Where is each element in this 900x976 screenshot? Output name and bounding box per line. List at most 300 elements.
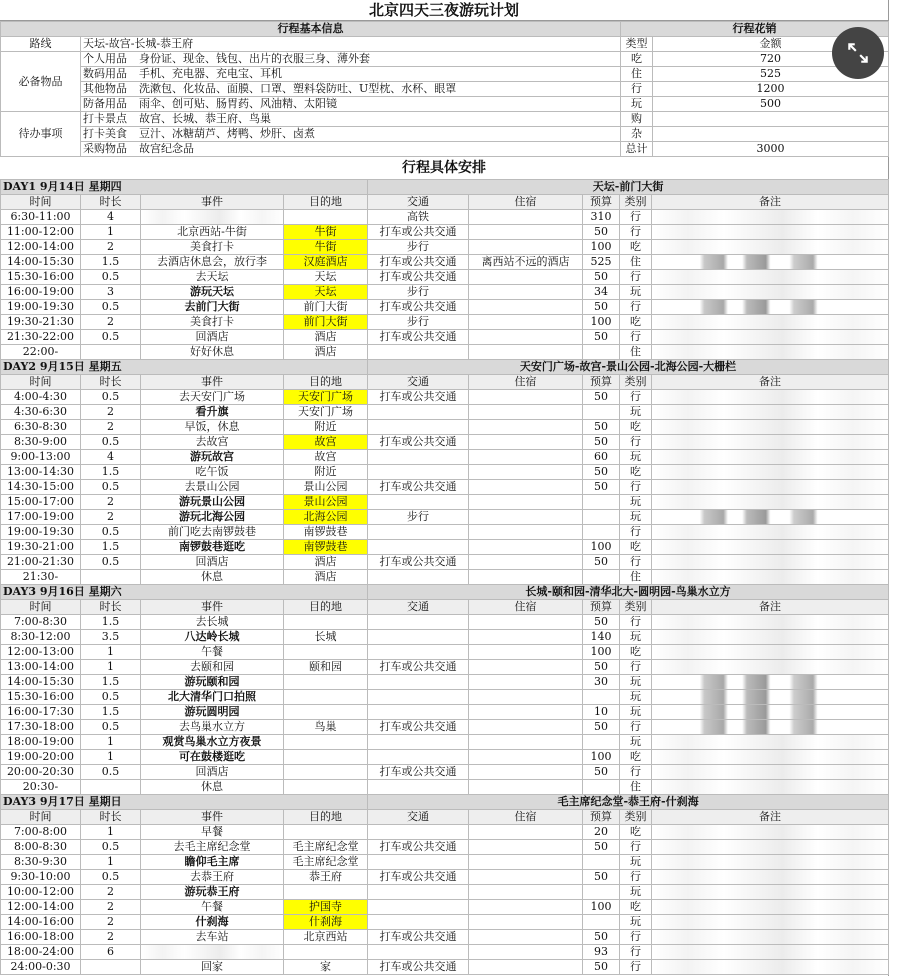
time-cell: 12:00-13:00 [1,645,81,660]
transport-cell [368,675,469,690]
destination-cell: 天安门广场 [284,390,368,405]
schedule-row [1,420,889,435]
day-header [1,360,889,375]
lodging-cell [469,270,583,285]
column-header: 类别 [620,810,652,825]
duration-cell [81,960,141,975]
event-cell: 游玩故宫 [141,450,284,465]
column-header: 时长 [81,195,141,210]
note-cell-redacted [652,825,889,840]
column-header: 时长 [81,375,141,390]
time-cell: 20:00-20:30 [1,765,81,780]
column-header: 目的地 [284,195,368,210]
schedule-row [1,225,889,240]
budget-cell: 50 [583,300,620,315]
time-cell: 9:00-13:00 [1,450,81,465]
note-cell-redacted [652,615,889,630]
duration-cell: 2 [81,315,141,330]
duration-cell: 1 [81,645,141,660]
duration-cell: 1.5 [81,675,141,690]
event-cell: 去前门大街 [141,300,284,315]
time-cell: 13:00-14:00 [1,660,81,675]
destination-cell: 附近 [284,420,368,435]
lodging-cell [469,900,583,915]
category-cell: 玩 [620,495,652,510]
lodging-cell [469,405,583,420]
note-cell-redacted [652,885,889,900]
schedule-row [1,210,889,225]
duration-cell: 3 [81,285,141,300]
transport-cell: 打车或公共交通 [368,225,469,240]
cost-amount: 3000 [653,142,889,157]
schedule-row [1,885,889,900]
column-header: 预算 [583,375,620,390]
destination-cell: 毛主席纪念堂 [284,855,368,870]
event-cell: 休息 [141,780,284,795]
destination-cell: 什刹海 [284,915,368,930]
day-route: 天安门广场-故宫-景山公园-北海公园-大栅栏 [368,360,889,375]
lodging-cell [469,435,583,450]
note-cell-redacted [652,525,889,540]
schedule-row [1,675,889,690]
column-header: 预算 [583,810,620,825]
destination-cell: 北海公园 [284,510,368,525]
schedule-row [1,285,889,300]
lodging-cell [469,930,583,945]
column-header: 预算 [583,195,620,210]
time-cell: 15:30-16:00 [1,270,81,285]
time-cell: 19:30-21:30 [1,315,81,330]
budget-cell: 50 [583,660,620,675]
budget-cell: 50 [583,555,620,570]
duration-cell: 0.5 [81,720,141,735]
duration-cell: 2 [81,240,141,255]
event-cell: 早餐 [141,825,284,840]
transport-cell [368,780,469,795]
cost-type: 总计 [621,142,653,157]
schedule-row [1,840,889,855]
duration-cell: 0.5 [81,390,141,405]
time-cell: 17:30-18:00 [1,720,81,735]
time-cell: 6:30-11:00 [1,210,81,225]
duration-cell: 1.5 [81,705,141,720]
info-category: 个人用品 [83,52,127,65]
lodging-cell [469,705,583,720]
time-cell: 19:30-21:00 [1,540,81,555]
category-cell: 行 [620,870,652,885]
lodging-cell [469,765,583,780]
duration-cell: 1.5 [81,615,141,630]
budget-cell [583,525,620,540]
note-cell-redacted [652,210,889,225]
transport-cell: 打车或公共交通 [368,765,469,780]
event-cell: 美食打卡 [141,240,284,255]
time-cell: 4:30-6:30 [1,405,81,420]
info-item [81,97,621,112]
schedule-row [1,720,889,735]
event-cell: 去天坛 [141,270,284,285]
info-category: 数码用品 [83,67,127,80]
transport-cell [368,825,469,840]
destination-cell: 天安门广场 [284,405,368,420]
schedule-row [1,450,889,465]
schedule-row [1,660,889,675]
time-cell: 17:00-19:00 [1,510,81,525]
event-cell: 去天安门广场 [141,390,284,405]
basic-info-table [0,21,889,157]
duration-cell: 2 [81,510,141,525]
schedule-row [1,780,889,795]
lodging-cell [469,285,583,300]
column-header: 类别 [620,375,652,390]
event-cell: 去长城 [141,615,284,630]
info-text: 洗漱包、化妆品、面膜、口罩、塑料袋防吐、U型枕、水杯、眼罩 [139,82,457,95]
category-cell: 玩 [620,510,652,525]
category-cell: 吃 [620,540,652,555]
duration-cell: 3.5 [81,630,141,645]
schedule-row [1,555,889,570]
schedule-row [1,825,889,840]
column-header: 时间 [1,810,81,825]
lodging-cell [469,345,583,360]
lodging-cell [469,645,583,660]
transport-cell [368,855,469,870]
event-cell: 去故宫 [141,435,284,450]
lodging-cell [469,960,583,975]
duration-cell: 0.5 [81,870,141,885]
schedule-row [1,540,889,555]
destination-cell: 天坛 [284,285,368,300]
transport-cell: 打车或公共交通 [368,720,469,735]
schedule-row [1,510,889,525]
info-item [81,142,621,157]
category-cell: 吃 [620,645,652,660]
lodging-cell [469,240,583,255]
info-row [1,67,889,82]
info-row [1,142,889,157]
budget-cell: 50 [583,870,620,885]
budget-cell: 525 [583,255,620,270]
info-text: 豆汁、冰糖葫芦、烤鸭、炒肝、卤煮 [139,127,315,140]
time-cell: 19:00-19:30 [1,525,81,540]
category-cell: 玩 [620,450,652,465]
transport-cell [368,690,469,705]
budget-cell: 50 [583,930,620,945]
note-cell-redacted [652,435,889,450]
route-value: 天坛-故宫-长城-恭王府 [81,37,621,52]
category-cell: 行 [620,765,652,780]
destination-cell: 护国寺 [284,900,368,915]
destination-cell [284,750,368,765]
time-cell: 21:00-21:30 [1,555,81,570]
duration-cell: 4 [81,450,141,465]
budget-cell [583,495,620,510]
duration-cell [81,570,141,585]
lodging-cell [469,855,583,870]
time-cell: 11:00-12:00 [1,225,81,240]
schedule-row [1,855,889,870]
note-cell-redacted [652,390,889,405]
transport-cell [368,630,469,645]
lodging-cell [469,450,583,465]
destination-cell: 牛街 [284,225,368,240]
note-cell-redacted [652,900,889,915]
duration-cell: 2 [81,405,141,420]
transport-cell: 打车或公共交通 [368,435,469,450]
time-cell: 19:00-20:00 [1,750,81,765]
day-header [1,585,889,600]
destination-cell [284,780,368,795]
transport-cell: 打车或公共交通 [368,330,469,345]
time-cell: 6:30-8:30 [1,420,81,435]
lodging-cell [469,540,583,555]
column-header: 事件 [141,810,284,825]
schedule-row [1,705,889,720]
transport-cell: 打车或公共交通 [368,870,469,885]
schedule-row [1,315,889,330]
time-cell: 14:00-15:30 [1,675,81,690]
budget-cell [583,735,620,750]
column-header: 备注 [652,600,889,615]
expand-icon[interactable] [832,27,884,79]
schedule-row [1,240,889,255]
note-cell-redacted [652,930,889,945]
budget-cell: 50 [583,615,620,630]
day-header [1,795,889,810]
time-cell: 15:00-17:00 [1,495,81,510]
time-cell: 24:00-0:30 [1,960,81,975]
category-cell: 行 [620,525,652,540]
schedule-row [1,390,889,405]
transport-cell [368,645,469,660]
lodging-cell [469,870,583,885]
budget-cell: 50 [583,420,620,435]
time-cell: 14:30-15:00 [1,480,81,495]
column-header: 备注 [652,195,889,210]
column-header-row [1,600,889,615]
transport-cell: 步行 [368,240,469,255]
budget-cell: 50 [583,465,620,480]
note-cell-redacted [652,285,889,300]
note-cell-redacted [652,300,889,315]
duration-cell: 1 [81,750,141,765]
budget-cell [583,855,620,870]
transport-cell [368,540,469,555]
transport-cell: 打车或公共交通 [368,255,469,270]
budget-cell: 100 [583,240,620,255]
duration-cell: 2 [81,900,141,915]
event-cell: 去酒店休息会，放行李 [141,255,284,270]
destination-cell: 景山公园 [284,480,368,495]
event-cell: 南锣鼓巷逛吃 [141,540,284,555]
category-cell: 吃 [620,750,652,765]
event-cell: 回酒店 [141,330,284,345]
time-cell: 12:00-14:00 [1,900,81,915]
category-cell: 行 [620,210,652,225]
destination-cell: 南锣鼓巷 [284,525,368,540]
budget-cell: 100 [583,315,620,330]
note-cell-redacted [652,405,889,420]
time-cell: 16:00-19:00 [1,285,81,300]
transport-cell [368,900,469,915]
destination-cell: 景山公园 [284,495,368,510]
schedule-row [1,495,889,510]
transport-cell: 打车或公共交通 [368,930,469,945]
lodging-cell [469,735,583,750]
duration-cell: 2 [81,495,141,510]
category-cell: 玩 [620,915,652,930]
transport-cell: 高铁 [368,210,469,225]
note-cell-redacted [652,660,889,675]
budget-cell: 100 [583,645,620,660]
time-cell: 16:00-18:00 [1,930,81,945]
event-cell: 回家 [141,960,284,975]
transport-cell [368,420,469,435]
transport-cell: 打车或公共交通 [368,270,469,285]
time-cell: 8:00-8:30 [1,840,81,855]
lodging-cell [469,225,583,240]
duration-cell: 0.5 [81,690,141,705]
destination-cell: 附近 [284,465,368,480]
info-text: 故宫、长城、恭王府、鸟巢 [139,112,271,125]
transport-cell [368,525,469,540]
duration-cell: 0.5 [81,300,141,315]
cost-amount-header: 金额 [653,37,889,52]
transport-cell [368,465,469,480]
note-cell-redacted [652,780,889,795]
transport-cell: 步行 [368,285,469,300]
budget-cell: 50 [583,270,620,285]
event-cell: 去恭王府 [141,870,284,885]
event-cell: 去景山公园 [141,480,284,495]
schedule-row [1,915,889,930]
event-cell: 前门吃去南锣鼓巷 [141,525,284,540]
cost-type: 住 [621,67,653,82]
column-header: 交通 [368,195,469,210]
time-cell: 21:30- [1,570,81,585]
duration-cell: 1 [81,735,141,750]
category-cell: 玩 [620,885,652,900]
event-cell: 吃午饭 [141,465,284,480]
destination-cell [284,705,368,720]
duration-cell: 0.5 [81,270,141,285]
destination-cell: 长城 [284,630,368,645]
category-cell: 行 [620,270,652,285]
category-cell: 吃 [620,315,652,330]
transport-cell [368,615,469,630]
time-cell: 7:00-8:00 [1,825,81,840]
time-cell: 8:30-9:00 [1,435,81,450]
note-cell-redacted [652,540,889,555]
column-header: 时间 [1,375,81,390]
note-cell-redacted [652,510,889,525]
info-row [1,112,889,127]
day-route: 天坛-前门大街 [368,180,889,195]
category-cell: 行 [620,390,652,405]
budget-cell [583,915,620,930]
lodging-cell [469,675,583,690]
day-route: 毛主席纪念堂-恭王府-什刹海 [368,795,889,810]
duration-cell: 0.5 [81,525,141,540]
destination-cell: 前门大街 [284,315,368,330]
lodging-cell [469,465,583,480]
note-cell-redacted [652,345,889,360]
destination-cell: 鸟巢 [284,720,368,735]
cost-amount: 525 [653,67,889,82]
duration-cell: 0.5 [81,765,141,780]
budget-cell: 50 [583,225,620,240]
budget-cell: 60 [583,450,620,465]
lodging-cell [469,750,583,765]
schedule-title: 行程具体安排 [402,160,486,176]
time-cell: 18:00-24:00 [1,945,81,960]
page-title: 北京四天三夜游玩计划 [0,0,888,21]
info-item [81,67,621,82]
category-cell: 住 [620,780,652,795]
lodging-cell [469,330,583,345]
note-cell-redacted [652,735,889,750]
duration-cell: 6 [81,945,141,960]
note-cell-redacted [652,255,889,270]
info-text: 手机、充电器、充电宝、耳机 [139,67,282,80]
lodging-cell [469,825,583,840]
schedule-row [1,525,889,540]
budget-cell: 50 [583,330,620,345]
note-cell-redacted [652,225,889,240]
lodging-cell [469,915,583,930]
category-cell: 玩 [620,675,652,690]
category-cell: 行 [620,660,652,675]
category-cell: 吃 [620,825,652,840]
lodging-cell [469,690,583,705]
column-header: 备注 [652,375,889,390]
column-header: 时间 [1,195,81,210]
category-cell: 住 [620,570,652,585]
cost-type-header: 类型 [621,37,653,52]
event-cell: 休息 [141,570,284,585]
column-header: 交通 [368,600,469,615]
schedule-row [1,570,889,585]
event-cell: 北京西站-牛街 [141,225,284,240]
destination-cell: 故宫 [284,435,368,450]
destination-cell [284,885,368,900]
budget-cell: 100 [583,900,620,915]
day-label: DAY1 9月14日 星期四 [1,180,368,195]
time-cell: 20:30- [1,780,81,795]
day-label: DAY2 9月15日 星期五 [1,360,368,375]
event-cell: 午餐 [141,900,284,915]
budget-cell: 93 [583,945,620,960]
info-row [1,127,889,142]
duration-cell: 0.5 [81,840,141,855]
lodging-cell [469,720,583,735]
info-row [1,52,889,67]
lodging-cell [469,210,583,225]
time-cell: 14:00-16:00 [1,915,81,930]
time-cell: 9:30-10:00 [1,870,81,885]
time-cell: 4:00-4:30 [1,390,81,405]
lodging-cell [469,480,583,495]
duration-cell [81,780,141,795]
event-cell: 可在鼓楼逛吃 [141,750,284,765]
category-cell: 玩 [620,855,652,870]
budget-cell: 30 [583,675,620,690]
column-header: 住宿 [469,600,583,615]
destination-cell: 南锣鼓巷 [284,540,368,555]
event-cell: 看升旗 [141,405,284,420]
schedule-row [1,765,889,780]
category-cell: 行 [620,945,652,960]
